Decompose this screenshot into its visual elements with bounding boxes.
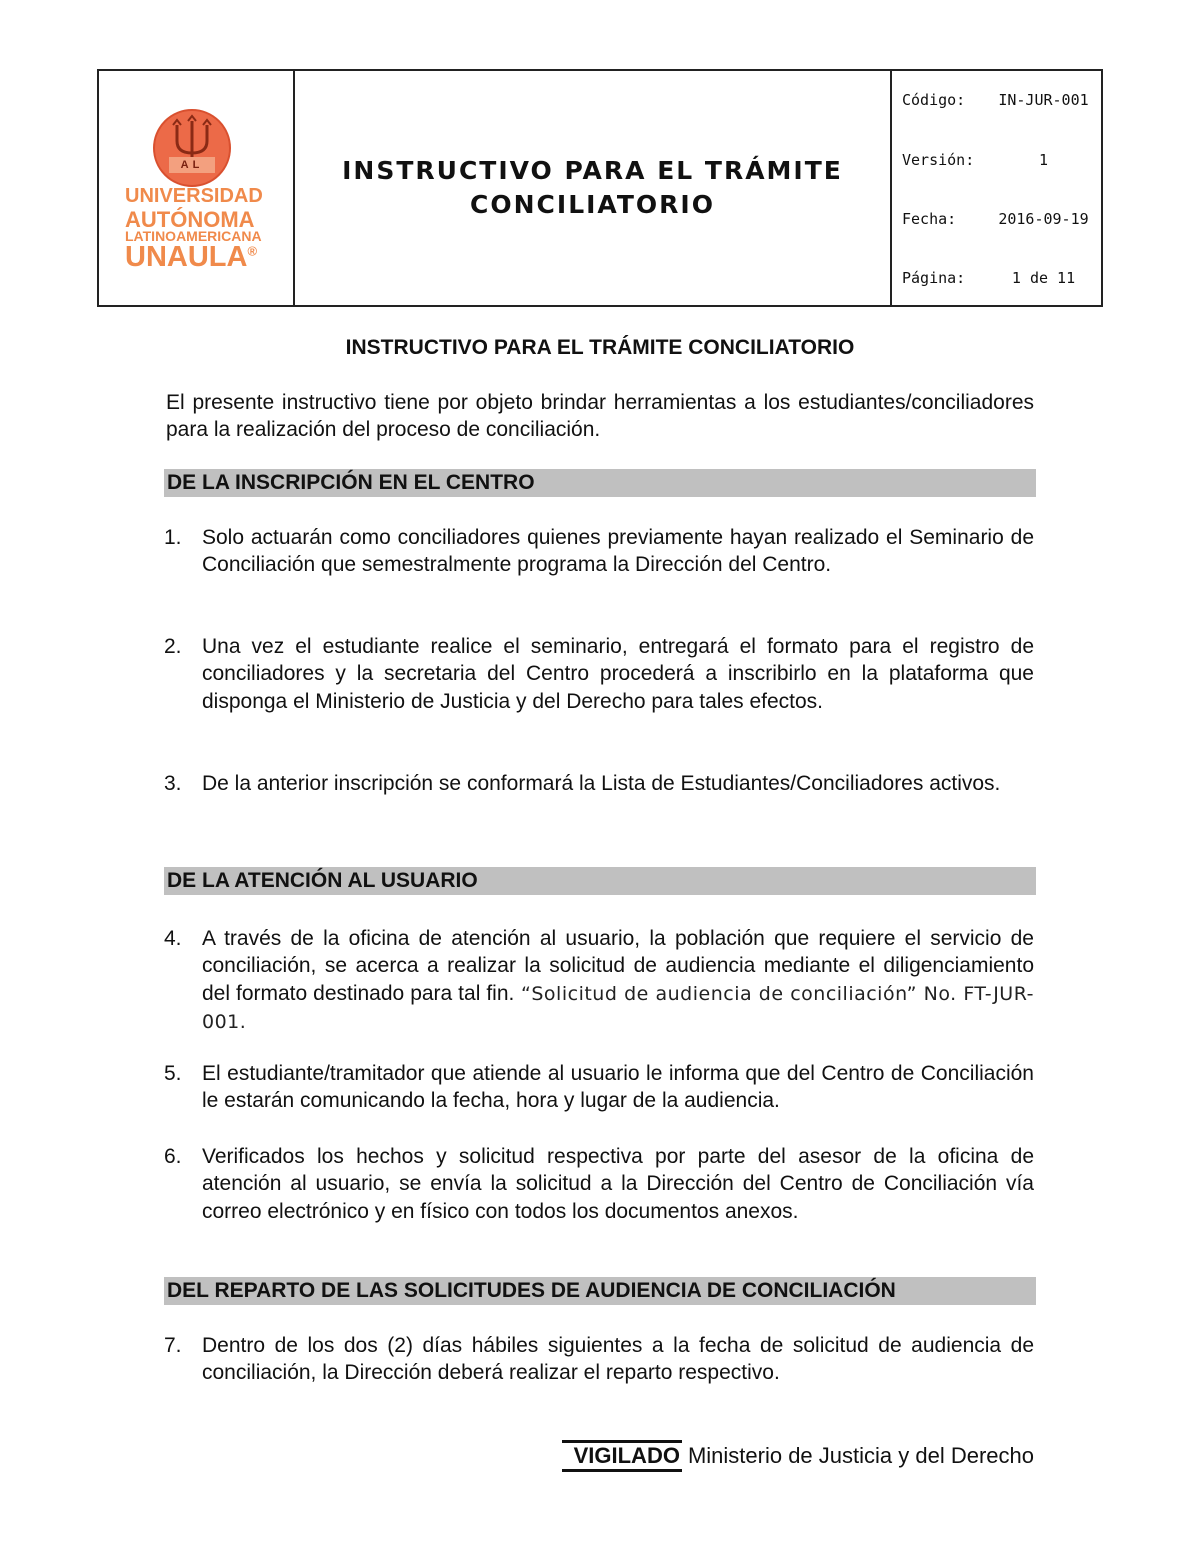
header-title-line-2: CONCILIATORIO <box>470 190 715 219</box>
logo-cell <box>99 71 295 305</box>
vigilado-label: VIGILADO <box>562 1440 682 1472</box>
item-number: 3. <box>164 772 182 795</box>
meta-row-version <box>902 151 1093 169</box>
meta-key: Página: <box>902 269 966 287</box>
logo-unaula-text: UNAULA <box>125 241 248 273</box>
meta-key: Fecha: <box>902 210 957 228</box>
meta-key: Código: <box>902 91 966 109</box>
list-item <box>164 1332 1034 1387</box>
list-item <box>164 770 1034 797</box>
item-number: 5. <box>164 1062 182 1085</box>
list-item <box>164 925 1034 1036</box>
logo-line-latinoamericana: LATINOAMERICANA <box>125 228 262 244</box>
list-item <box>164 633 1034 715</box>
ministry-label: Ministerio de Justicia y del Derecho <box>687 1443 1034 1468</box>
meta-row-fecha <box>902 210 1093 228</box>
header-title <box>342 154 843 222</box>
header-title-line-1: INSTRUCTIVO PARA EL TRÁMITE <box>342 156 843 185</box>
university-seal-icon <box>153 109 231 187</box>
item-number: 6. <box>164 1145 182 1168</box>
logo-line-universidad: UNIVERSIDAD <box>125 185 263 207</box>
registered-mark: ® <box>247 243 258 259</box>
meta-key: Versión: <box>902 151 975 169</box>
section-heading-inscripcion: DE LA INSCRIPCIÓN EN EL CENTRO <box>164 469 1036 497</box>
item-text <box>202 925 1034 1036</box>
logo-line-autonoma: AUTÓNOMA <box>125 207 255 232</box>
item-number: 7. <box>164 1334 182 1357</box>
document-header <box>97 69 1103 307</box>
document-title: INSTRUCTIVO PARA EL TRÁMITE CONCILIATORIO <box>345 336 855 359</box>
meta-value: 1 <box>1038 151 1049 169</box>
list-item <box>164 524 1034 579</box>
meta-row-codigo <box>902 91 1093 109</box>
meta-value: 2016-09-19 <box>998 210 1089 228</box>
item-text: Verificados los hechos y solicitud respectiva por parte del asesor de la oficina de atención al usuario, se envía la solicitud a la Dirección del Centro de Conciliación vía correo electrónico y en físico con todos los documentos anexos. <box>202 1145 1034 1223</box>
logo-line-unaula <box>125 241 257 274</box>
meta-row-pagina <box>902 269 1093 287</box>
item-text-main: A través de la oficina de atención al usuario, la población que requiere el servicio de conciliación, se acerca a realizar la solicitud de audiencia mediante el diligenciamiento del formato destinado para tal fin. <box>202 927 1034 1005</box>
section-heading-atencion: DE LA ATENCIÓN AL USUARIO <box>164 867 1036 895</box>
footer-vigilado <box>562 1440 1034 1472</box>
list-item <box>164 1060 1034 1115</box>
section-heading-reparto: DEL REPARTO DE LAS SOLICITUDES DE AUDIENCIA DE CONCILIACIÓN <box>164 1277 1036 1305</box>
list-item <box>164 1143 1034 1225</box>
item-text: Dentro de los dos (2) días hábiles siguientes a la fecha de solicitud de audiencia de conciliación, la Dirección deberá realizar el reparto respectivo. <box>202 1334 1034 1385</box>
item-text: De la anterior inscripción se conformará la Lista de Estudiantes/Conciliadores activos. <box>202 772 1001 795</box>
meta-value: 1 de 11 <box>1011 269 1076 287</box>
item-number: 2. <box>164 635 182 658</box>
form-reference: “Solicitud de audiencia de conciliación” No. FT-JUR-001. <box>202 982 1034 1033</box>
item-number: 4. <box>164 927 182 950</box>
header-meta-cell <box>892 71 1101 305</box>
intro-paragraph: El presente instructivo tiene por objeto brindar herramientas a los estudiantes/conciliadores para la realización del proceso de conciliación. <box>166 391 1034 441</box>
item-number: 1. <box>164 526 182 549</box>
item-text: El estudiante/tramitador que atiende al usuario le informa que del Centro de Conciliación le estarán comunicando la fecha, hora y lugar de la audiencia. <box>202 1062 1034 1113</box>
logo-monogram: AL <box>180 159 204 171</box>
item-text: Una vez el estudiante realice el seminario, entregará el formato para el registro de conciliadores y la secretaria del Centro procederá a inscribirlo en la plataforma que disponga el Ministerio de Justicia y del Derecho para tales efectos. <box>202 635 1034 713</box>
item-text: Solo actuarán como conciliadores quienes previamente hayan realizado el Seminario de Conciliación que semestralmente programa la Dirección del Centro. <box>202 526 1034 577</box>
header-title-cell <box>295 71 892 305</box>
meta-value: IN-JUR-001 <box>998 91 1089 109</box>
